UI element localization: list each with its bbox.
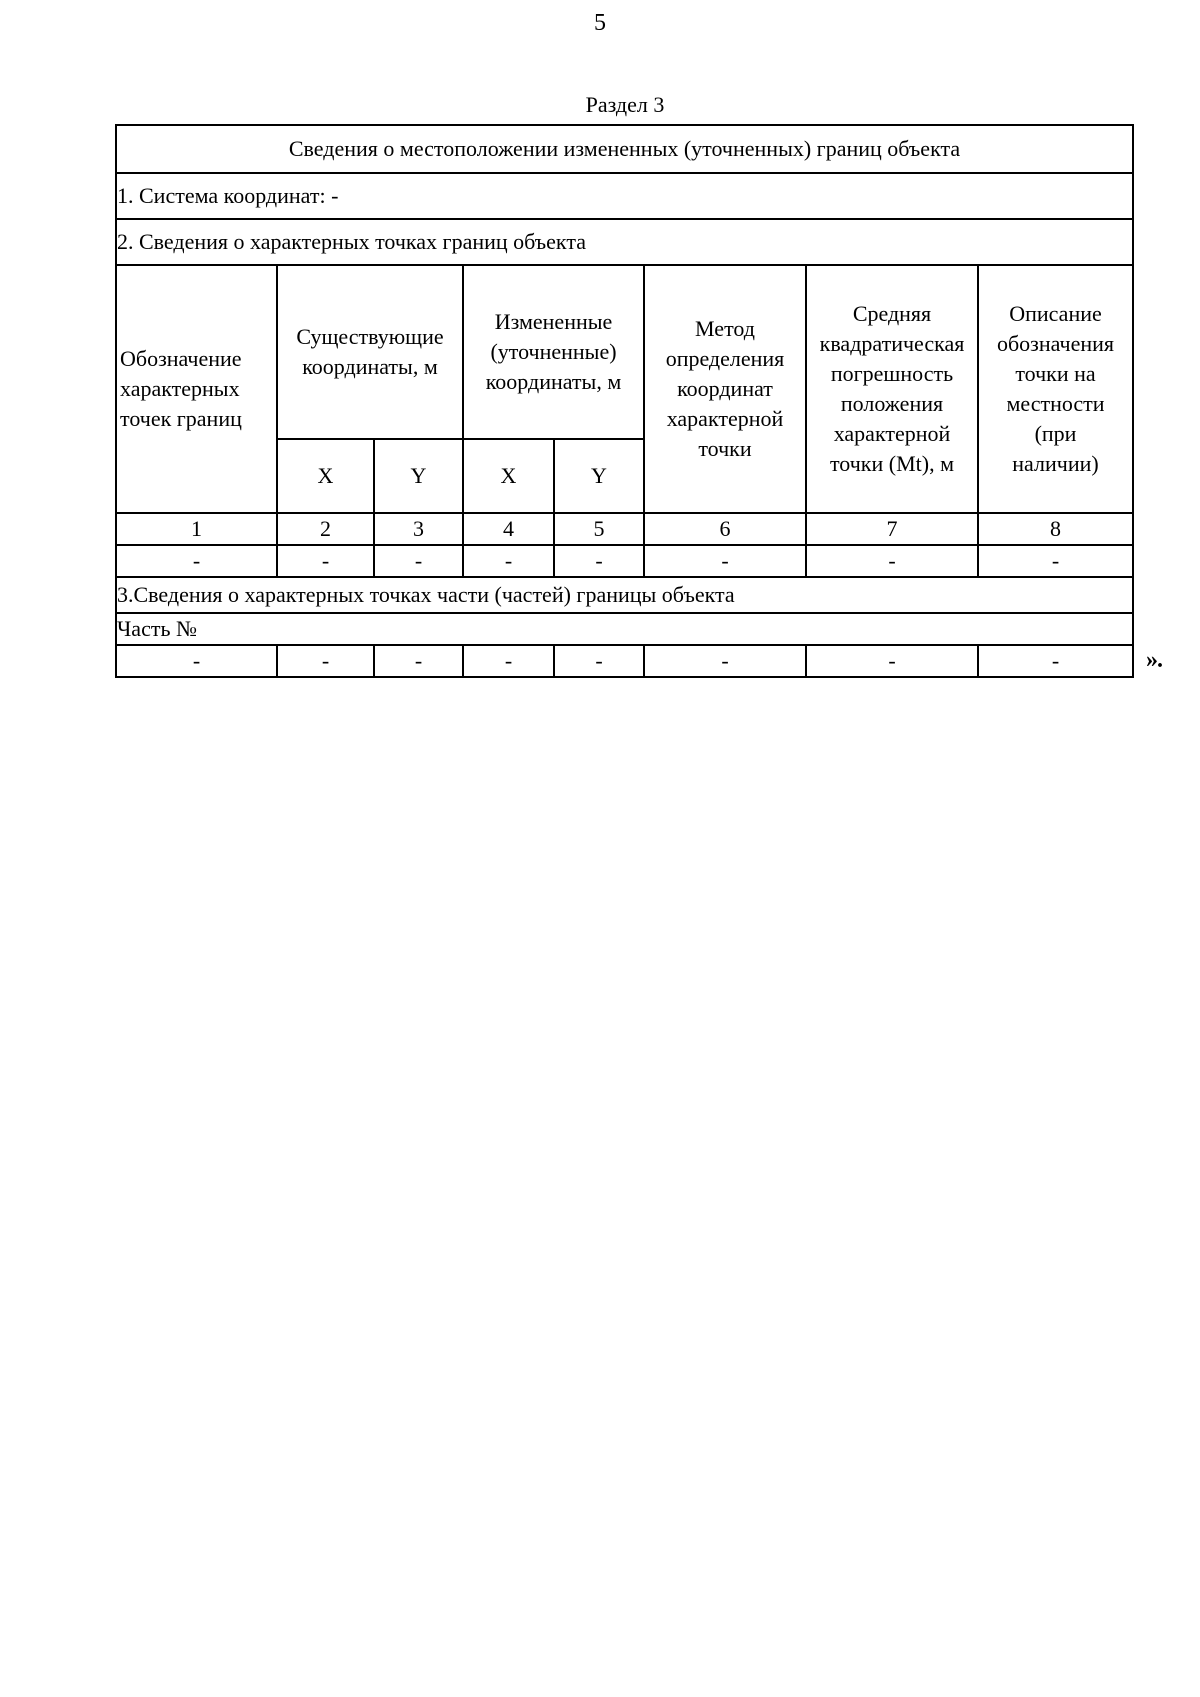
table-cell: - <box>644 645 806 677</box>
table-cell: - <box>463 645 554 677</box>
table-cell: - <box>277 545 374 577</box>
table-cell: - <box>806 545 978 577</box>
column-number: 1 <box>116 513 277 545</box>
header-changed-coords: Измененные (уточненные) координаты, м <box>463 265 644 439</box>
table-cell: - <box>463 545 554 577</box>
table-cell: - <box>554 645 644 677</box>
table-cell: - <box>277 645 374 677</box>
column-number: 7 <box>806 513 978 545</box>
column-number: 2 <box>277 513 374 545</box>
column-number: 8 <box>978 513 1133 545</box>
column-number: 4 <box>463 513 554 545</box>
page-number: 5 <box>594 10 606 36</box>
coordinate-system: 1. Система координат: - <box>116 173 1133 219</box>
section-title: Раздел 3 <box>585 92 665 117</box>
header-changed-x: X <box>463 439 554 513</box>
header-existing-y: Y <box>374 439 463 513</box>
table-cell: - <box>116 545 277 577</box>
header-existing-coords: Существующие координаты, м <box>277 265 463 439</box>
header-changed-y: Y <box>554 439 644 513</box>
header-existing-x: X <box>277 439 374 513</box>
table-cell: - <box>978 545 1133 577</box>
header-method: Метод определения координат характерной точки <box>644 265 806 513</box>
column-number: 5 <box>554 513 644 545</box>
table-cell: - <box>554 545 644 577</box>
part-label: Часть № <box>116 613 1133 645</box>
table-cell: - <box>116 645 277 677</box>
table-cell: - <box>374 645 463 677</box>
column-number: 3 <box>374 513 463 545</box>
boundary-points-table <box>115 124 1134 678</box>
table-cell: - <box>644 545 806 577</box>
points-section-title: 2. Сведения о характерных точках границ объекта <box>116 219 1133 265</box>
table-cell: - <box>374 545 463 577</box>
column-number: 6 <box>644 513 806 545</box>
table-cell: - <box>978 645 1133 677</box>
parts-section-title: 3.Сведения о характерных точках части (частей) границы объекта <box>116 577 1133 613</box>
header-description: Описание обозначения точки на местности (при наличии) <box>978 265 1133 513</box>
closing-quote-mark: ». <box>1146 647 1162 673</box>
header-rmse: Средняя квадратическая погрешность положения характерной точки (Mt), м <box>806 265 978 513</box>
table-cell: - <box>806 645 978 677</box>
header-designation: Обозначение характерных точек границ <box>116 265 277 513</box>
table-title: Сведения о местоположении измененных (уточненных) границ объекта <box>116 125 1133 173</box>
